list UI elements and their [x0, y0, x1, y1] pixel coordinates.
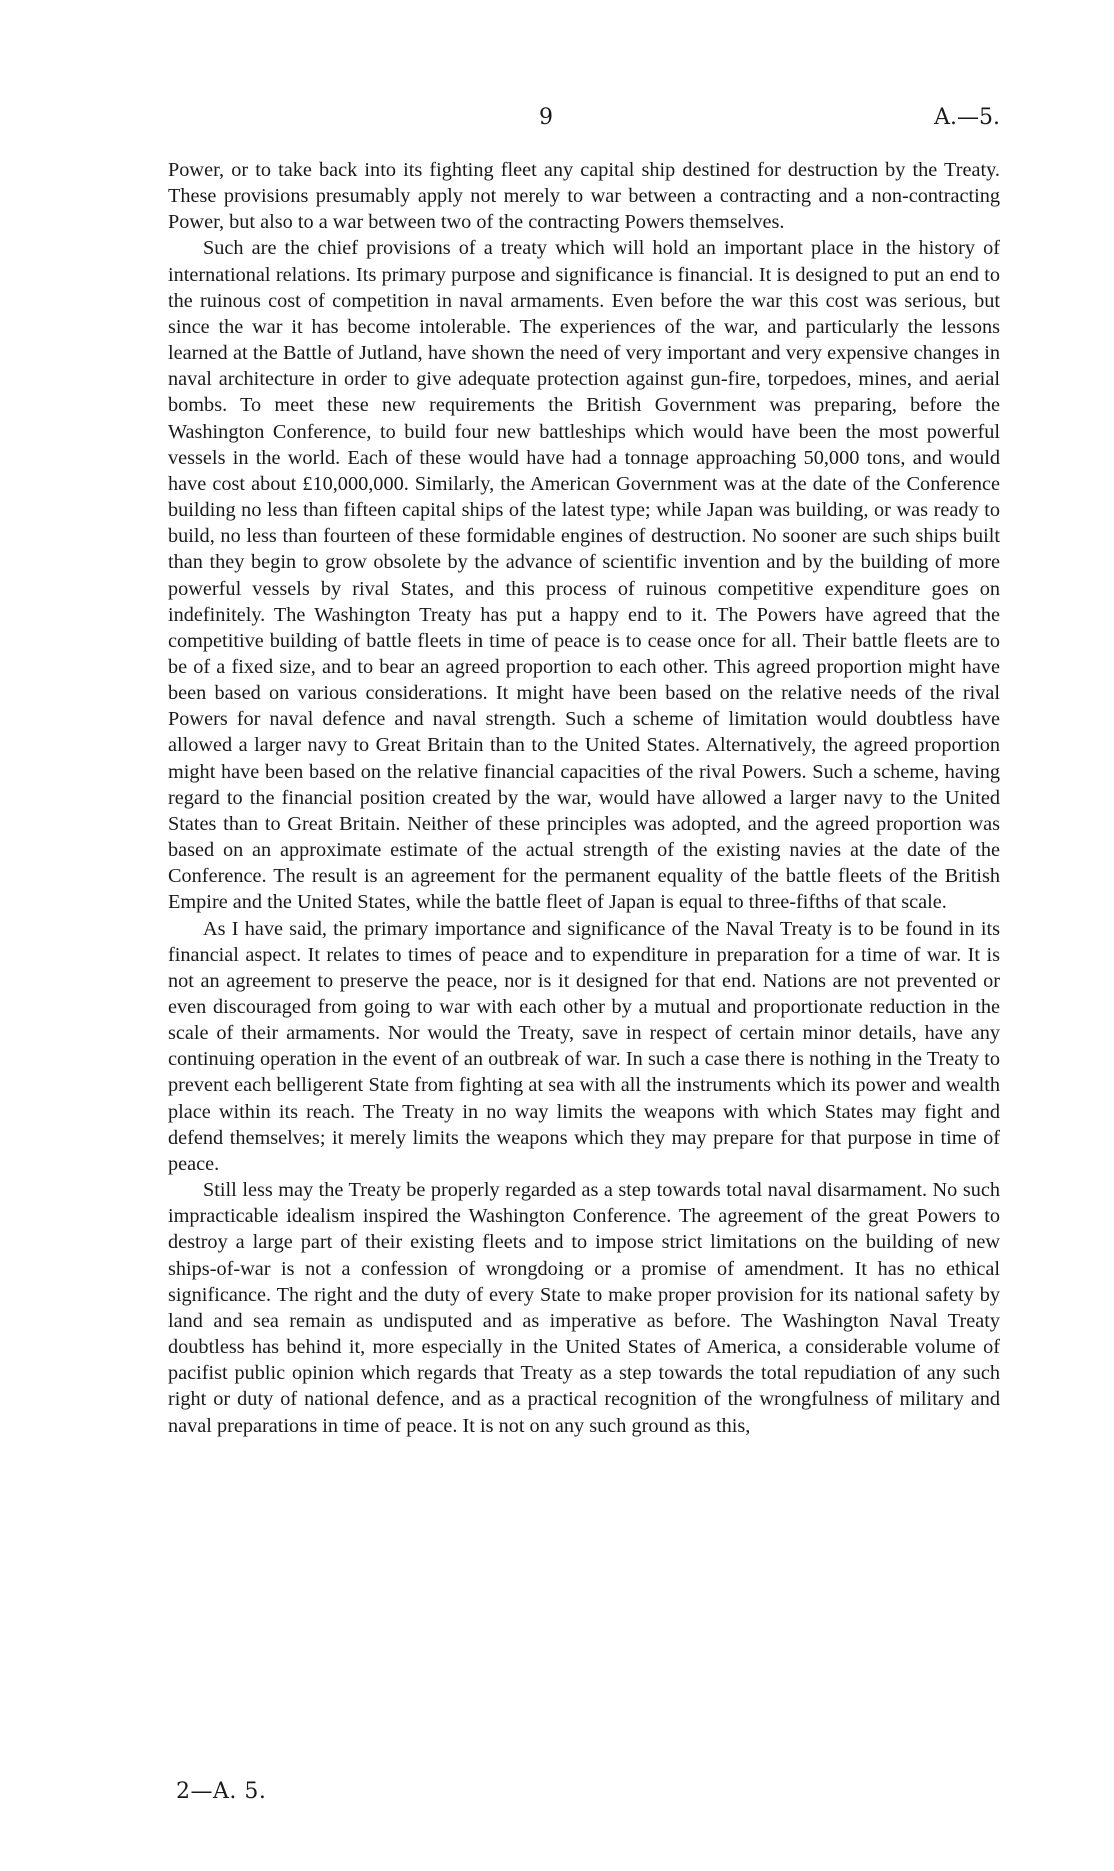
paragraph-continuation: Power, or to take back into its fighting fleet any capital ship destined for destruction by the Treaty. These provisions presumably apply not merely to war between a contracting and a non-contracting Power, but also to a war between two of the contracting Powers themselves.	[168, 159, 1000, 234]
page-number: 9	[539, 105, 553, 130]
paragraph-financial-aspect: As I have said, the primary importance and significance of the Naval Treaty is to be found in its financial aspect. It relates to times of peace and to expenditure in preparation for a time of war. It is not an agreement to preserve the peace, nor is it designed for that end. Nations are not prevented or even discouraged from going to war with each other by a mutual and proportionate reduction in the scale of their armaments. Nor would the Treaty, save in respect of certain minor details, have any continuing operation in the event of an outbreak of war. In such a case there is nothing in the Treaty to prevent each belligerent State from fighting at sea with all the instruments which its power and wealth place within its reach. The Treaty in no way limits the weapons with which States may fight and defend themselves; it merely limits the weapons which they may prepare for that purpose in time of peace.	[168, 917, 1000, 1175]
document-reference: A.—5.	[934, 105, 1000, 130]
paragraph-treaty-provisions: Such are the chief provisions of a treaty which will hold an important place in the history of international relations. Its primary purpose and significance is financial. It is designed to put an end to the ruinous cost of competition in naval armaments. Even before the war this cost was serious, but since the war it has become intolerable. The experiences of the war, and particularly the lessons learned at the Battle of Jutland, have shown the need of very important and very expensive changes in naval architecture in order to give adequate protection against gun-fire, torpedoes, mines, and aerial bombs. To meet these new requirements the British Government was preparing, before the Washington Conference, to build four new battleships which would have been the most powerful vessels in the world. Each of these would have had a tonnage approaching 50,000 tons, and would have cost about £10,000,000. Similarly, the American Government was at the date of the Conference building no less than fifteen capital ships of the latest type; while Japan was building, or was ready to build, no less than fourteen of these formidable engines of destruction. No sooner are such ships built than they begin to grow obsolete by the advance of scientific invention and by the building of more powerful vessels by rival States, and this process of ruinous competitive expenditure goes on indefinitely. The Washington Treaty has put a happy end to it. The Powers have agreed that the competitive building of battle fleets in time of peace is to cease once for all. Their battle fleets are to be of a fixed size, and to bear an agreed proportion to each other. This agreed proportion might have been based on various considerations. It might have been based on the relative needs of the rival Powers for naval defence and naval strength. Such a scheme of limitation would doubtless have allowed a larger navy to Great Britain than to the United States. Alternatively, the agreed proportion might have been based on the relative financial capacities of the rival Powers. Such a scheme, having regard to the financial position created by the war, would have allowed a larger navy to the United States than to Great Britain. Neither of these principles was adopted, and the agreed proportion was based on an approximate estimate of the actual strength of the existing navies at the date of the Conference. The result is an agreement for the permanent equality of the battle fleets of the British Empire and the United States, while the battle fleet of Japan is equal to three-fifths of that scale.	[168, 237, 1000, 914]
body-text	[168, 157, 1000, 1439]
signature-mark: 2—A. 5.	[176, 1779, 267, 1804]
paragraph-disarmament: Still less may the Treaty be properly regarded as a step towards total naval disarmament. No such impracticable idealism inspired the Washington Conference. The agreement of the great Powers to destroy a large part of their existing fleets and to impose strict limitations on the building of new ships-of-war is not a confession of wrongdoing or a promise of amendment. It has no ethical significance. The right and the duty of every State to make proper provision for its national safety by land and sea remain as undisputed and as imperative as before. The Washington Naval Treaty doubtless has behind it, more especially in the United States of America, a considerable volume of pacifist public opinion which regards that Treaty as a step towards the total repudiation of any such right or duty of national defence, and as a practical recognition of the wrongfulness of military and naval preparations in time of peace. It is not on any such ground as this,	[168, 1179, 1000, 1437]
